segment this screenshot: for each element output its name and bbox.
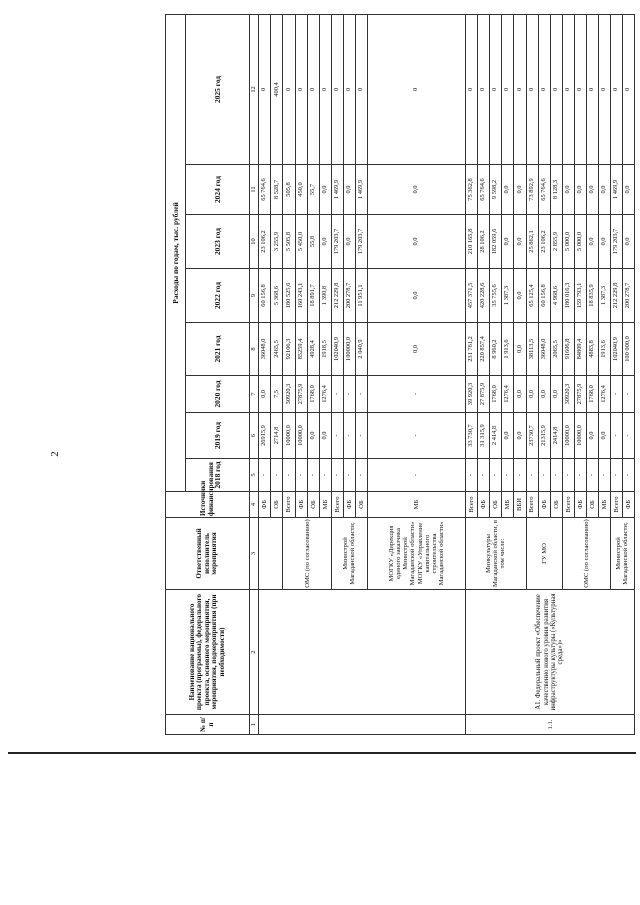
value-cell: 27875,9 (295, 376, 307, 413)
value-cell: 179 203,7 (355, 215, 367, 269)
value-cell: 1913,6 (598, 323, 610, 376)
value-cell: 1918,5 (319, 323, 331, 376)
value-cell: 5 368,6 (271, 269, 283, 323)
column-index: 6 (250, 413, 259, 459)
value-cell: 4928,4 (307, 323, 319, 376)
value-cell: 60 156,8 (259, 269, 271, 323)
column-index: 2 (250, 590, 259, 715)
value-cell: 102040,9 (610, 323, 622, 376)
value-cell: 160 243,1 (295, 269, 307, 323)
header-year: 2023 год (186, 215, 250, 269)
value-cell: 65 764,6 (259, 165, 271, 215)
source-cell: Всего (526, 492, 538, 518)
value-cell: 91606,8 (562, 323, 574, 376)
value-cell: - (610, 376, 622, 413)
header-year: 2021 год (186, 323, 250, 376)
source-cell: ФБ (574, 492, 586, 518)
value-cell: 1276,4 (319, 376, 331, 413)
value-cell: 0,0 (586, 165, 598, 215)
value-cell: - (295, 459, 307, 492)
header-year: 2020 год (186, 376, 250, 413)
value-cell: - (490, 459, 502, 492)
value-cell: 182 059,6 (490, 215, 502, 269)
responsible-cell: ОМС (по согласованию) (562, 518, 610, 590)
column-index: 3 (250, 518, 259, 590)
source-cell: Всего (331, 492, 343, 518)
value-cell: 23 106,2 (538, 215, 550, 269)
column-index: 9 (250, 269, 259, 323)
value-cell: 65 125,4 (526, 269, 538, 323)
value-cell: 65 764,6 (538, 165, 550, 215)
value-cell: 0 (283, 14, 295, 164)
value-cell: 2414,8 (550, 413, 562, 459)
value-cell: 0,0 (514, 215, 526, 269)
value-cell: - (355, 376, 367, 413)
value-cell: 0 (466, 14, 478, 164)
value-cell: 180 525,6 (283, 269, 295, 323)
value-cell: 38113,5 (526, 323, 538, 376)
value-cell: 18 891,7 (307, 269, 319, 323)
value-cell: 39 920,3 (466, 376, 478, 413)
value-cell: 0,0 (586, 215, 598, 269)
value-cell: 231 761,2 (466, 323, 478, 376)
value-cell: 4 968,6 (550, 269, 562, 323)
value-cell: 1276,4 (502, 376, 514, 413)
value-cell: 0,0 (319, 413, 331, 459)
source-cell: ФБ (343, 492, 355, 518)
value-cell: 23730,7 (526, 413, 538, 459)
responsible-cell: Министрой Магаданской области; (610, 518, 634, 590)
value-cell: 1 387,3 (502, 269, 514, 323)
source-cell: ФБ (295, 492, 307, 518)
value-cell: - (478, 459, 490, 492)
value-cell: - (343, 376, 355, 413)
column-index: 10 (250, 215, 259, 269)
value-cell: 100000,0 (343, 323, 355, 376)
value-cell: - (367, 413, 465, 459)
value-cell: 65 764,6 (478, 165, 490, 215)
value-cell: 0 (550, 14, 562, 164)
value-cell: - (331, 459, 343, 492)
value-cell: 0 (343, 14, 355, 164)
value-cell: 200 278,7 (343, 269, 355, 323)
value-cell: 2714,8 (271, 413, 283, 459)
value-cell: 0 (598, 14, 610, 164)
value-cell: 0,0 (514, 323, 526, 376)
value-cell: 2 414,8 (490, 413, 502, 459)
value-cell: 0 (538, 14, 550, 164)
value-cell: 1768,0 (307, 376, 319, 413)
header-expenses-title: Расходы по годам, тыс. рублей (166, 14, 186, 491)
header-year: 2025 год (186, 14, 250, 164)
header-year: 2018 год (186, 459, 250, 492)
bottom-divider (8, 752, 636, 754)
value-cell: - (502, 459, 514, 492)
financing-table (165, 14, 635, 735)
value-cell: - (367, 459, 465, 492)
value-cell: - (562, 459, 574, 492)
value-cell: 457 371,5 (466, 269, 478, 323)
value-cell: 0,0 (598, 215, 610, 269)
value-cell: - (538, 459, 550, 492)
value-cell: 0,0 (622, 165, 634, 215)
value-cell: 1768,0 (586, 376, 598, 413)
value-cell: - (343, 413, 355, 459)
source-cell: ОБ (271, 492, 283, 518)
value-cell: 450,0 (295, 165, 307, 215)
responsible-cell: Минкультуры Магаданской области, в том числе: (466, 518, 526, 590)
value-cell: 200 278,7 (622, 269, 634, 323)
value-cell: - (307, 459, 319, 492)
value-cell: 0,0 (514, 376, 526, 413)
value-cell: 33 730,7 (466, 413, 478, 459)
value-cell: 0,0 (319, 165, 331, 215)
value-cell: - (319, 459, 331, 492)
value-cell: 28 106,2 (478, 215, 490, 269)
source-cell: Всего (562, 492, 574, 518)
source-cell: ФБ (538, 492, 550, 518)
value-cell: 0,0 (307, 413, 319, 459)
value-cell: 1768,0 (490, 376, 502, 413)
column-index: 12 (250, 14, 259, 164)
value-cell: 5 505,8 (283, 215, 295, 269)
value-cell: 2 040,9 (355, 323, 367, 376)
value-cell: 25 862,1 (526, 215, 538, 269)
project-name: А1. Федеральный проект «Обеспечение качественно нового уровня развития инфраструктуры культуры («Культурная среда»)» (466, 590, 635, 715)
value-cell: 0,0 (319, 215, 331, 269)
column-index: 4 (250, 492, 259, 518)
value-cell: - (355, 413, 367, 459)
value-cell: - (622, 459, 634, 492)
header-year: 2024 год (186, 165, 250, 215)
value-cell: 100 000,0 (622, 323, 634, 376)
table-row (259, 14, 271, 734)
value-cell: 0 (562, 14, 574, 164)
source-cell: МБ (502, 492, 514, 518)
value-cell: 0,0 (526, 376, 538, 413)
value-cell: - (550, 459, 562, 492)
value-cell: 0 (319, 14, 331, 164)
value-cell: 0,0 (343, 215, 355, 269)
value-cell: 10000,0 (283, 413, 295, 459)
header-name: Наименование национального проекта (программы), федерального проекта, основного мероприятия, мероприятия, подмероприятия (при необходимости) (166, 590, 250, 715)
value-cell: 0,0 (598, 165, 610, 215)
source-cell: Всего (466, 492, 478, 518)
value-cell: - (355, 459, 367, 492)
value-cell: 2 855,9 (550, 215, 562, 269)
value-cell: 0,0 (622, 215, 634, 269)
responsible-cell: ГУ МО (526, 518, 562, 590)
value-cell: - (259, 459, 271, 492)
value-cell: - (598, 459, 610, 492)
value-cell: 179 203,7 (610, 215, 622, 269)
value-cell: 400,4 (271, 14, 283, 164)
source-cell: ОБ (355, 492, 367, 518)
value-cell: 8 128,3 (550, 165, 562, 215)
header-source: Источники финансирования (166, 492, 250, 518)
value-cell: 55,7 (307, 165, 319, 215)
source-cell: ОБ (550, 492, 562, 518)
value-cell: 31 315,9 (478, 413, 490, 459)
value-cell: 1276,4 (598, 376, 610, 413)
source-cell: ФБ (259, 492, 271, 518)
source-cell: Всего (283, 492, 295, 518)
value-cell: 4883,8 (586, 323, 598, 376)
value-cell: 23 106,2 (259, 215, 271, 269)
value-cell: 5 000,0 (574, 215, 586, 269)
header-responsible: Ответственный исполнитель мероприятия (166, 518, 250, 590)
value-cell: 212 229,8 (610, 269, 622, 323)
page-number: 2 (48, 451, 61, 457)
value-cell: 0 (367, 14, 465, 164)
value-cell: 0,0 (586, 413, 598, 459)
value-cell: 1 387,3 (598, 269, 610, 323)
source-cell: Всего (610, 492, 622, 518)
value-cell: - (331, 413, 343, 459)
value-cell: 10000,0 (562, 413, 574, 459)
value-cell: 1 390,8 (319, 269, 331, 323)
value-cell: 10000,0 (574, 413, 586, 459)
value-cell: 26915,9 (259, 413, 271, 459)
value-cell: 30920,3 (562, 376, 574, 413)
value-cell: 21315,9 (538, 413, 550, 459)
value-cell: 85259,4 (295, 323, 307, 376)
value-cell: 0,0 (502, 165, 514, 215)
source-cell: ОБ (586, 492, 598, 518)
value-cell: 0,0 (502, 215, 514, 269)
value-cell: 0 (355, 14, 367, 164)
value-cell: 0,0 (514, 165, 526, 215)
source-cell: ОБ (490, 492, 502, 518)
source-cell: МБ (367, 492, 465, 518)
source-cell: ФБ (478, 492, 490, 518)
value-cell: 27875,9 (574, 376, 586, 413)
value-cell: - (622, 413, 634, 459)
source-cell: ОБ (307, 492, 319, 518)
source-cell: ВБИ (514, 492, 526, 518)
value-cell: 11 951,1 (355, 269, 367, 323)
responsible-cell: Министрой Магаданской области; (331, 518, 367, 590)
value-cell: 8 960,2 (490, 323, 502, 376)
value-cell: 0,0 (514, 413, 526, 459)
value-cell: 0 (586, 14, 598, 164)
responsible-cell: МОГКУ «Дирекция единого заказчика Министрой Магаданской области» МОГКУ «Управление капитального строительства Магаданской области» (367, 518, 465, 590)
value-cell: 36048,0 (538, 323, 550, 376)
value-cell: - (622, 376, 634, 413)
value-cell: 0 (295, 14, 307, 164)
name-cell (259, 590, 466, 715)
value-cell: - (343, 459, 355, 492)
value-cell: 0 (490, 14, 502, 164)
value-cell: 18 835,9 (586, 269, 598, 323)
value-cell: - (610, 413, 622, 459)
header-num: № п/п (166, 715, 250, 735)
value-cell: 10000,0 (295, 413, 307, 459)
column-index: 8 (250, 323, 259, 376)
value-cell: 0,0 (367, 165, 465, 215)
value-cell: 0,0 (550, 376, 562, 413)
value-cell: 210 165,8 (466, 215, 478, 269)
value-cell: 2465,5 (271, 323, 283, 376)
value-cell: 0,0 (259, 376, 271, 413)
value-cell: 0,0 (343, 165, 355, 215)
value-cell: 0 (259, 14, 271, 164)
value-cell: 1 913,6 (502, 323, 514, 376)
value-cell: 0 (331, 14, 343, 164)
value-cell: 73 892,9 (526, 165, 538, 215)
value-cell: 2065,5 (550, 323, 562, 376)
value-cell: 1 469,9 (331, 165, 343, 215)
value-cell: 60 156,8 (538, 269, 550, 323)
value-cell: 5 450,0 (295, 215, 307, 269)
value-cell: 0,0 (562, 165, 574, 215)
responsible-cell: ОМС (по согласованию) (283, 518, 331, 590)
value-cell: 1 469,9 (355, 165, 367, 215)
value-cell: 92106,3 (283, 323, 295, 376)
value-cell: 220 857,4 (478, 323, 490, 376)
value-cell: 179 203,7 (331, 215, 343, 269)
value-cell: 0,0 (514, 269, 526, 323)
value-cell: 36048,0 (259, 323, 271, 376)
value-cell: 0,0 (574, 165, 586, 215)
value-cell: 0,0 (502, 413, 514, 459)
value-cell: - (514, 459, 526, 492)
value-cell: - (466, 459, 478, 492)
table-row (466, 14, 478, 734)
column-index: 7 (250, 376, 259, 413)
value-cell: 9 598,2 (490, 165, 502, 215)
column-index: 11 (250, 165, 259, 215)
column-index: 1 (250, 715, 259, 735)
value-cell: 0 (514, 14, 526, 164)
value-cell: 75 362,8 (466, 165, 478, 215)
project-number: 1.1. (466, 715, 635, 735)
source-cell: МБ (319, 492, 331, 518)
value-cell: 102040,9 (331, 323, 343, 376)
value-cell: 7,5 (271, 376, 283, 413)
value-cell: 0,0 (367, 215, 465, 269)
responsible-cell (259, 518, 283, 590)
header-year: 2022 год (186, 269, 250, 323)
value-cell: 1 469,9 (610, 165, 622, 215)
value-cell: 0,0 (367, 323, 465, 376)
value-cell: - (283, 459, 295, 492)
header-year: 2019 год (186, 413, 250, 459)
source-cell: МБ (598, 492, 610, 518)
value-cell: 180 016,3 (562, 269, 574, 323)
value-cell: 8 528,7 (271, 165, 283, 215)
value-cell: 0,0 (367, 269, 465, 323)
value-cell: 0 (502, 14, 514, 164)
source-cell: ФБ (622, 492, 634, 518)
value-cell: 159 793,1 (574, 269, 586, 323)
value-cell: 0 (526, 14, 538, 164)
value-cell: 0 (307, 14, 319, 164)
value-cell: 5 000,0 (562, 215, 574, 269)
value-cell: 35 755,6 (490, 269, 502, 323)
value-cell: - (331, 376, 343, 413)
value-cell: 0,0 (598, 413, 610, 459)
value-cell: - (526, 459, 538, 492)
value-cell: - (574, 459, 586, 492)
value-cell: 0 (622, 14, 634, 164)
value-cell: - (586, 459, 598, 492)
value-cell: 3 255,9 (271, 215, 283, 269)
value-cell: - (610, 459, 622, 492)
value-cell: - (367, 376, 465, 413)
value-cell: 27 875,9 (478, 376, 490, 413)
column-index: 5 (250, 459, 259, 492)
rotated-table-wrapper (165, 15, 635, 735)
value-cell: 0 (574, 14, 586, 164)
value-cell: 0 (478, 14, 490, 164)
value-cell: 212 229,8 (331, 269, 343, 323)
value-cell: - (271, 459, 283, 492)
value-cell: 505,8 (283, 165, 295, 215)
value-cell: 0,0 (538, 376, 550, 413)
value-cell: 0 (610, 14, 622, 164)
value-cell: 30920,3 (283, 376, 295, 413)
value-cell: 55,8 (307, 215, 319, 269)
value-cell: 84809,4 (574, 323, 586, 376)
value-cell: 420 228,6 (478, 269, 490, 323)
num-cell (259, 715, 466, 735)
